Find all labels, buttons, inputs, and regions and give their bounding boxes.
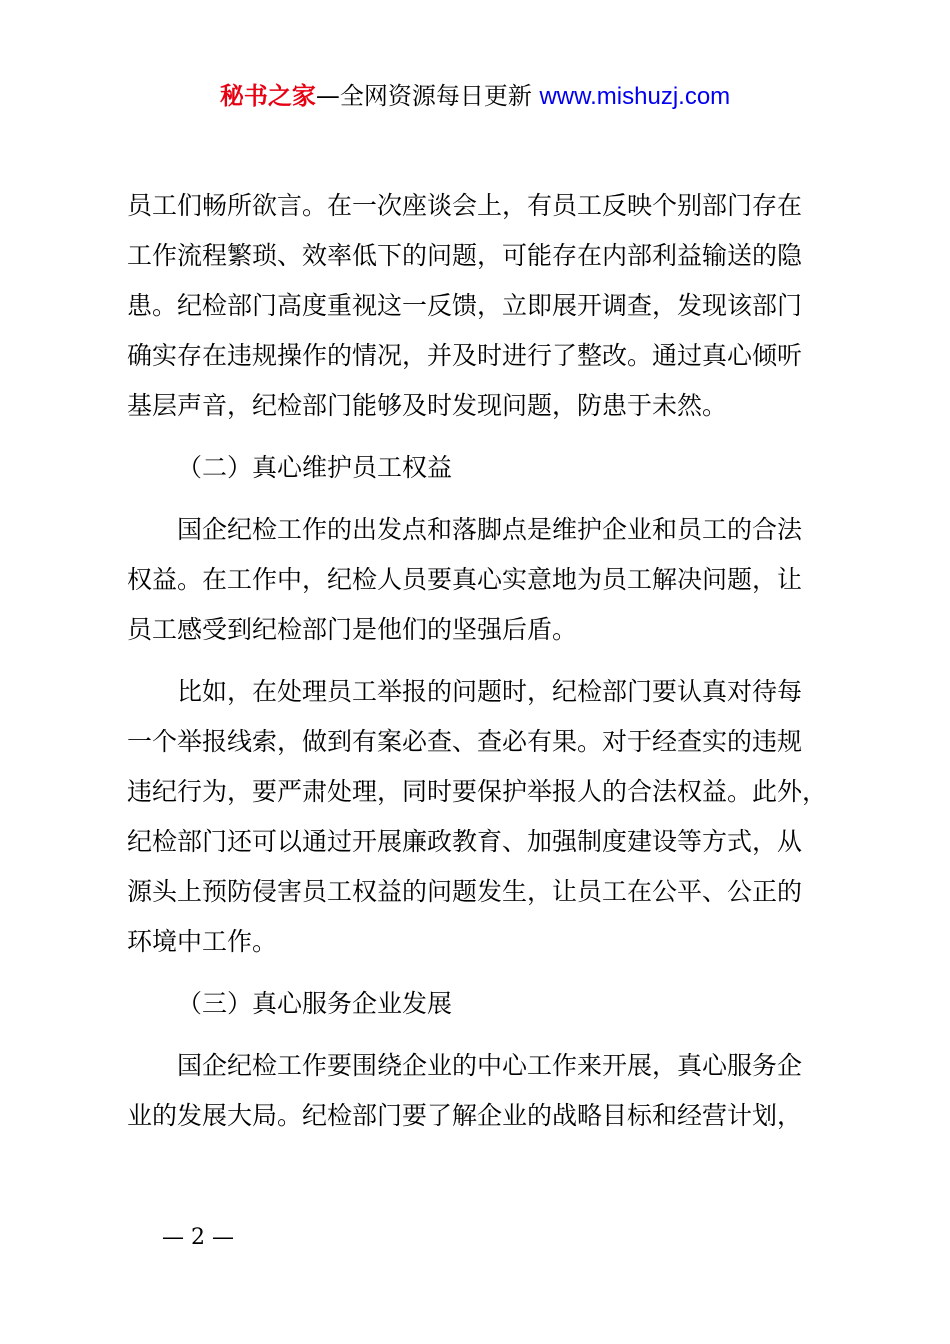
- header-tagline: —全网资源每日更新: [315, 82, 540, 110]
- body-line: 员工们畅所欲言。在一次座谈会上，有员工反映个别部门存在: [127, 191, 803, 220]
- body-line: 确实存在违规操作的情况，并及时进行了整改。通过真心倾听: [127, 341, 803, 370]
- body-line: 员工感受到纪检部门是他们的坚强后盾。: [127, 615, 578, 644]
- body-line: 患。纪检部门高度重视这一反馈，立即展开调查，发现该部门: [127, 291, 803, 320]
- body-line: 国企纪检工作要围绕企业的中心工作来开展，真心服务企: [177, 1051, 803, 1080]
- document-body: [127, 181, 832, 1141]
- section-heading-2: （二）真心维护员工权益: [177, 453, 453, 482]
- section-heading-3: （三）真心服务企业发展: [177, 989, 453, 1018]
- body-line: 权益。在工作中，纪检人员要真心实意地为员工解决问题，让: [127, 565, 803, 594]
- body-line: 纪检部门还可以通过开展廉政教育、加强制度建设等方式，从: [127, 827, 803, 856]
- body-line: 源头上预防侵害员工权益的问题发生，让员工在公平、公正的: [127, 877, 803, 906]
- body-line: 比如，在处理员工举报的问题时，纪检部门要认真对待每: [177, 677, 803, 706]
- page-number: — 2 —: [162, 1225, 234, 1250]
- site-header: [0, 80, 950, 113]
- body-line: 业的发展大局。纪检部门要了解企业的战略目标和经营计划，: [127, 1101, 803, 1130]
- brand-name: 秘书之家: [219, 82, 316, 110]
- body-line: 基层声音，纪检部门能够及时发现问题，防患于未然。: [127, 391, 728, 420]
- body-line: 一个举报线索，做到有案必查、查必有果。对于经查实的违规: [127, 727, 803, 756]
- body-line: 环境中工作。: [127, 927, 278, 956]
- body-line: 工作流程繁琐、效率低下的问题，可能存在内部利益输送的隐: [127, 241, 803, 270]
- site-url-link[interactable]: www.mishuzj.com: [539, 83, 731, 110]
- body-line: 违纪行为，要严肃处理，同时要保护举报人的合法权益。此外，: [127, 777, 828, 806]
- body-line: 国企纪检工作的出发点和落脚点是维护企业和员工的合法: [177, 515, 803, 544]
